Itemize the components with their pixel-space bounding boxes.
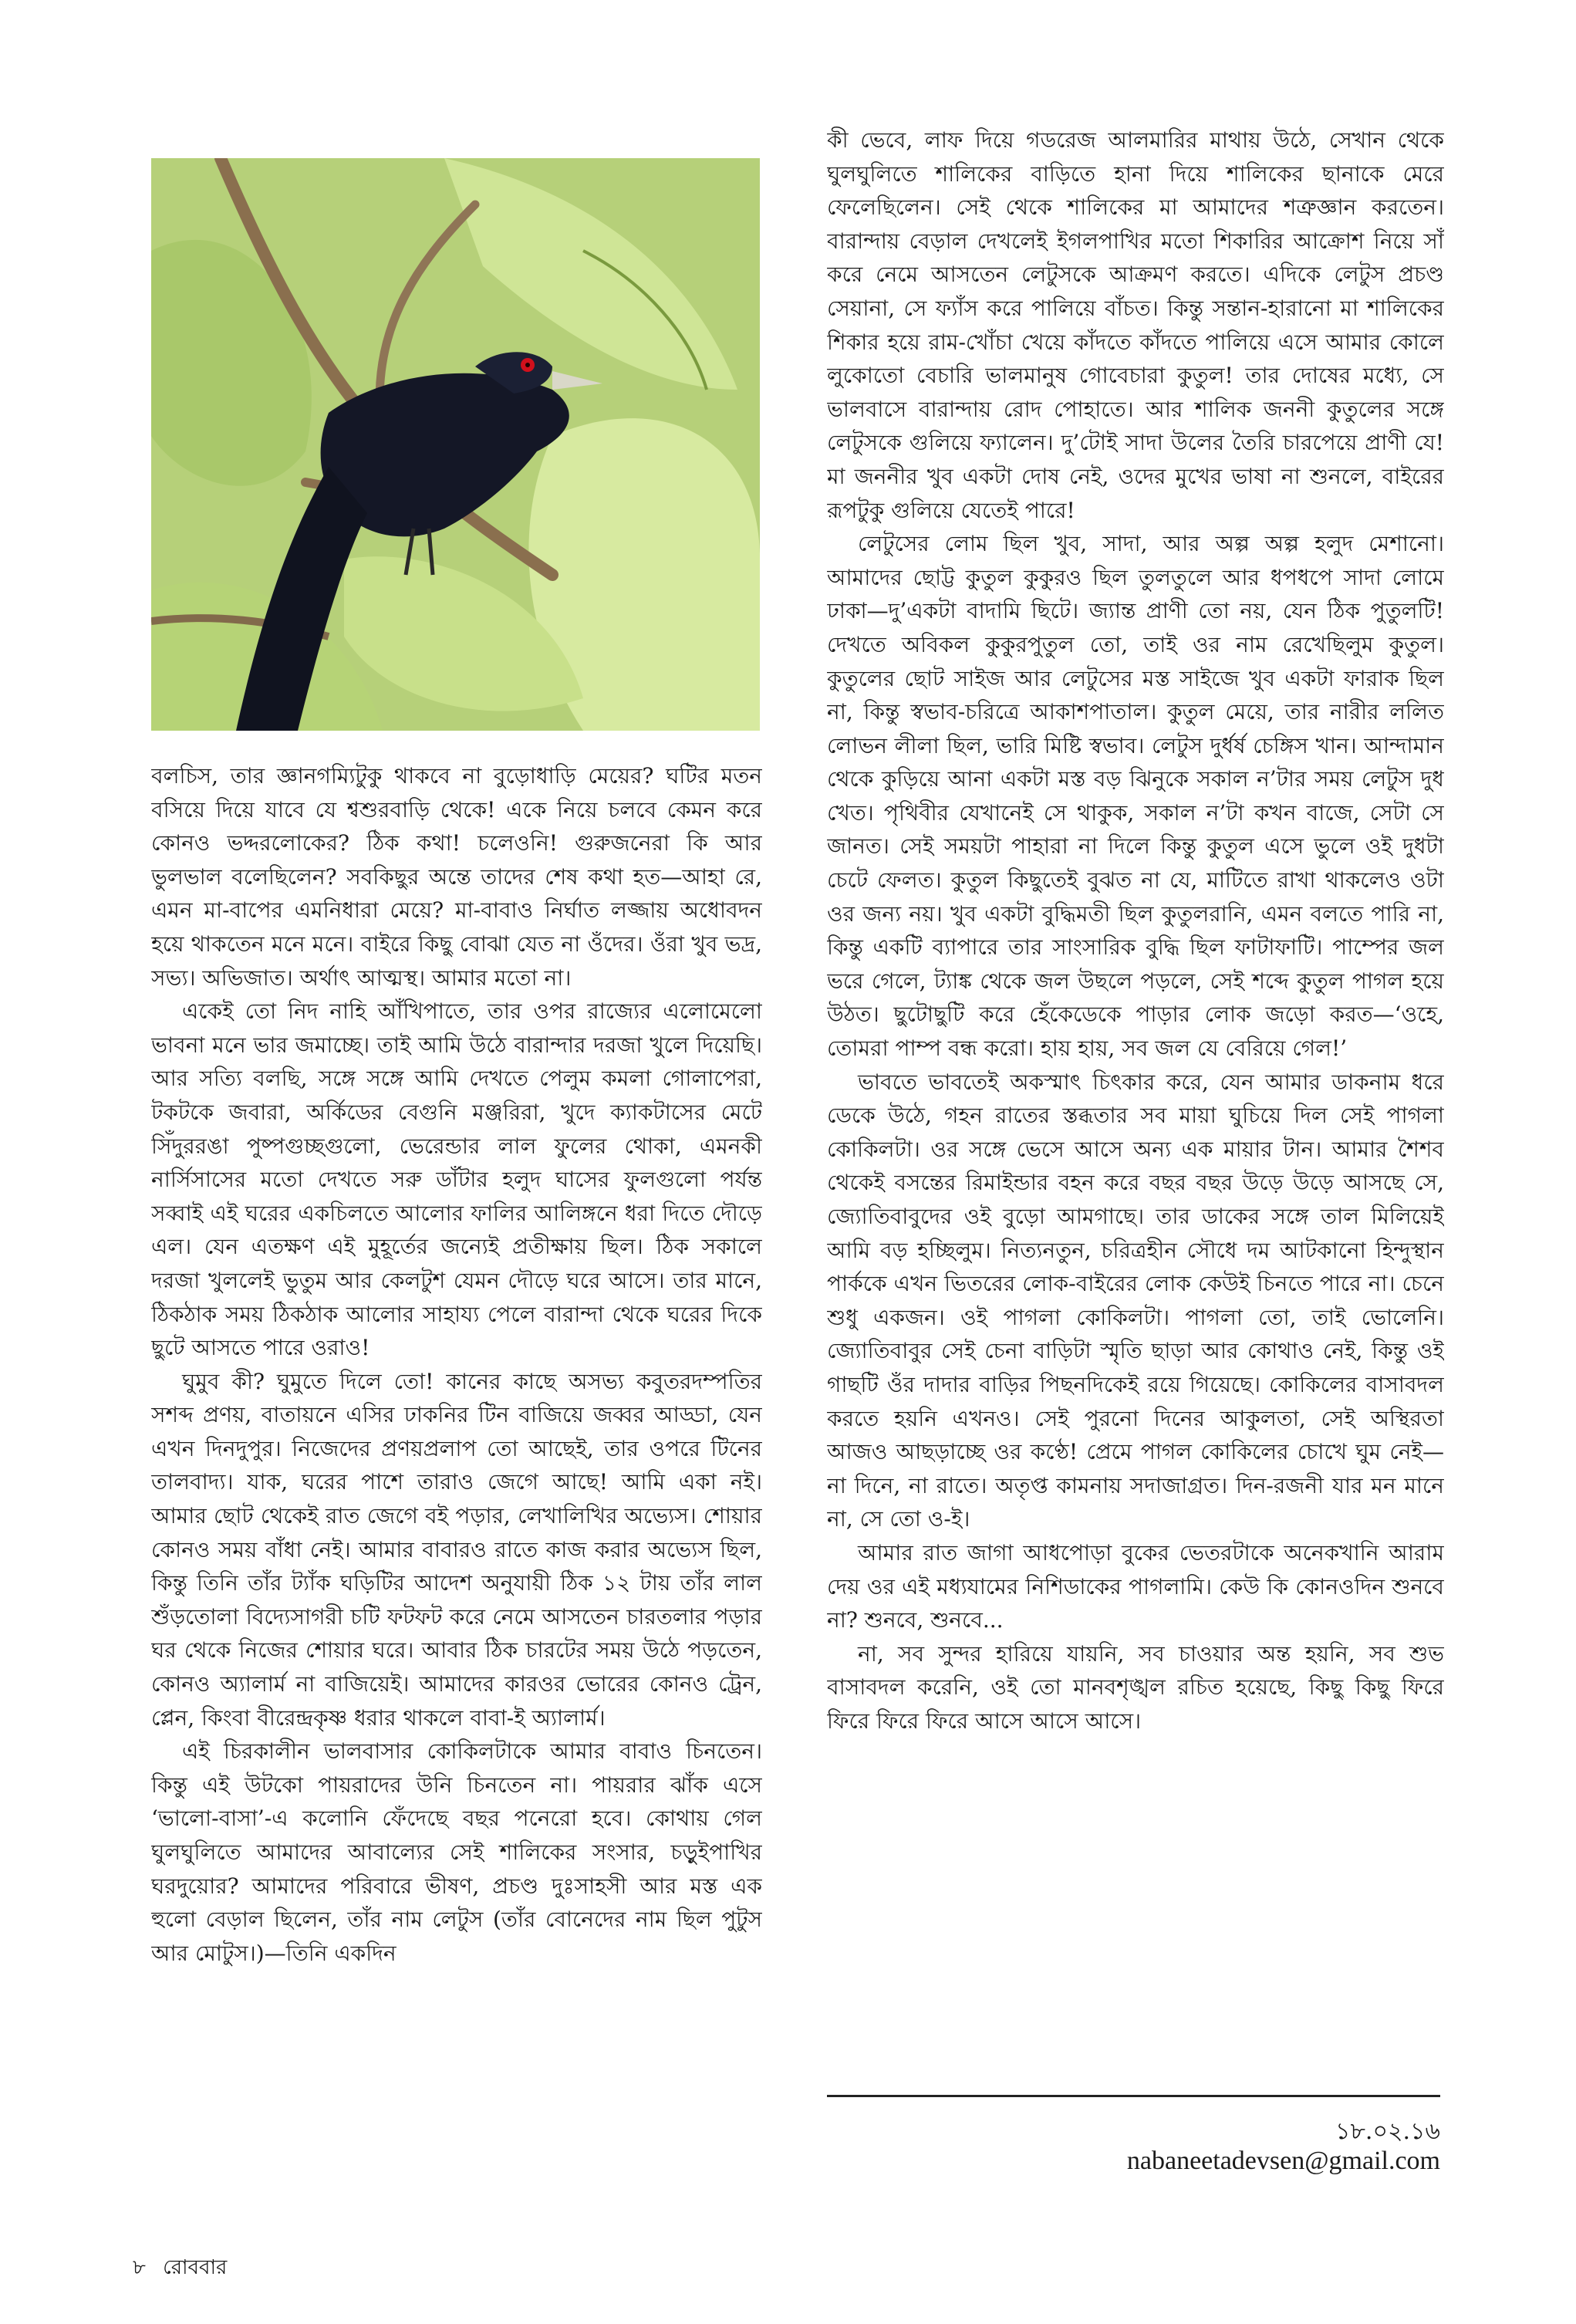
article-date: ১৮.০২.১৬ bbox=[1335, 2118, 1440, 2145]
article-right-column bbox=[827, 123, 1444, 2065]
koel-bird-illustration bbox=[151, 158, 760, 731]
article-paragraph: আমার রাত জাগা আধপোড়া বুকের ভেতরটাকে অনেকখানি আরাম দেয় ওর এই মধ্যযামের নিশিডাকের পাগলামি। কেউ কি কোনওদিন শুনবে না? শুনবে, শুনবে... bbox=[827, 1539, 1444, 1633]
page-number: ৮ bbox=[133, 2256, 146, 2279]
article-paragraph: বলচিস, তার জ্ঞানগম্যিটুকু থাকবে না বুড়োধাড়ি মেয়ের? ঘটির মতন বসিয়ে দিয়ে যাবে যে শ্বশুরবাড়ি থেকে! একে নিয়ে চলবে কেমন করে কোনও ভদ্দরলোকের? ঠিক কথা! চলেওনি! গুরুজনেরা কি আর ভুলভাল বলেছিলেন? সবকিছুর অন্তে তাদের শেষ কথা হত—আহা রে, এমন মা-বাপের এমনিধারা মেয়ে? মা-বাবাও নির্ঘাত লজ্জায় অধোবদন হয়ে থাকতেন মনে মনে। বাইরে কিছু বোঝা যেত না ওঁদের। ওঁরা খুব ভদ্র, সভ্য। অভিজাত। অর্থাৎ আত্মস্থ। আমার মতো না। bbox=[151, 763, 762, 991]
article-paragraph: ঘুমুব কী? ঘুমুতে দিলে তো! কানের কাছে অসভ্য কবুতরদম্পতির সশব্দ প্রণয়, বাতায়নে এসির ঢাকনির টিন বাজিয়ে জব্বর আড্ডা, যেন এখন দিনদুপুর। নিজেদের প্রণয়প্রলাপ তো আছেই, তার ওপরে টিনের তালবাদ্য। যাক, ঘরের পাশে তারাও জেগে আছে! আমি একা নই। আমার ছোট থেকেই রাত জেগে বই পড়ার, লেখালিখির অভ্যেস। শোয়ার কোনও সময় বাঁধা নেই। আমার বাবারও রাতে কাজ করার অভ্যেস ছিল, কিন্তু তিনি তাঁর ট্যাঁক ঘড়িটির আদেশ অনুযায়ী ঠিক ১২ টায় তাঁর লাল শুঁড়তোলা বিদ্যেসাগরী চটি ফটফট করে নেমে আসতেন চারতলার পড়ার ঘর থেকে নিজের শোয়ার ঘরে। আবার ঠিক চারটের সময় উঠে পড়তেন, কোনও অ্যালার্ম না বাজিয়েই। আমাদের কারওর ভোরের কোনও ট্রেন, প্লেন, কিংবা বীরেন্দ্রকৃষ্ণ ধরার থাকলে বাবা-ই অ্যালার্ম। bbox=[151, 1368, 762, 1731]
article-paragraph: লেটুসের লোম ছিল খুব, সাদা, আর অল্প অল্প হলুদ মেশানো। আমাদের ছোট্ট কুতুল কুকুরও ছিল তুলতুলে আর ধপধপে সাদা লোমে ঢাকা—দু’একটা বাদামি ছিটে। জ্যান্ত প্রাণী তো নয়, যেন ঠিক পুতুলটি! দেখতে অবিকল কুকুরপুতুল তো, তাই ওর নাম রেখেছিলুম কুতুল। কুতুলের ছোট সাইজ আর লেটুসের মস্ত সাইজে খুব একটা ফারাক ছিল না, কিন্তু স্বভাব-চরিত্রে আকাশপাতাল। কুতুল মেয়ে, তার নারীর ললিত লোভন লীলা ছিল, ভারি মিষ্টি স্বভাব। লেটুস দুর্ধর্ষ চেঙ্গিস খান। আন্দামান থেকে কুড়িয়ে আনা একটা মস্ত বড় ঝিনুকে সকাল ন’টার সময় লেটুস দুধ খেত। পৃথিবীর যেখানেই সে থাকুক, সকাল ন’টা কখন বাজে, সেটা সে জানত। সেই সময়টা পাহারা না দিলে কিন্তু কুতুল এসে ভুলে ওই দুধটা চেটে ফেলত। কুতুল কিছুতেই বুঝত না যে, মাটিতে রাখা থাকলেও ওটা ওর জন্য নয়। খুব একটা বুদ্ধিমতী ছিল কুতুলরানি, এমন বলতে পারি না, কিন্তু একটি ব্যাপারে তার সাংসারিক বুদ্ধি ছিল ফাটাফাটি। পাম্পের জল ভরে গেলে, ট্যাঙ্ক থেকে জল উছলে পড়লে, সেই শব্দে কুতুল পাগল হয়ে উঠত। ছুটোছুটি করে হেঁকেডেকে পাড়ার লোক জড়ো করত—‘ওহে, তোমরা পাম্প বন্ধ করো। হায় হায়, সব জল যে বেরিয়ে গেল!’ bbox=[827, 531, 1444, 1062]
article-paragraph: ভাবতে ভাবতেই অকস্মাৎ চিৎকার করে, যেন আমার ডাকনাম ধরে ডেকে উঠে, গহন রাতের স্তব্ধতার সব মায়া ঘুচিয়ে দিল সেই পাগলা কোকিলটা। ওর সঙ্গে ভেসে আসে অন্য এক মায়ার টান। আমার শৈশব থেকেই বসন্তের রিমাইন্ডার বহন করে বছর বছর উড়ে উড়ে আসছে সে, জ্যোতিবাবুদের ওই বুড়ো আমগাছে। তার ডাকের সঙ্গে তাল মিলিয়েই আমি বড় হচ্ছিলুম। নিত্যনতুন, চরিত্রহীন সৌধে দম আটকানো হিন্দুস্থান পার্ককে এখন ভিতরের লোক-বাইরের লোক কেউই চিনতে পারে না। চেনে শুধু একজন। ওই পাগলা কোকিলটা। পাগলা তো, তাই ভোলেনি। জ্যোতিবাবুর সেই চেনা বাড়িটা স্মৃতি ছাড়া আর কোথাও নেই, কিন্তু ওই গাছটি ওঁর দাদার বাড়ির পিছনদিকেই রয়ে গিয়েছে। কোকিলের বাসাবদল করতে হয়নি এখনও। সেই পুরনো দিনের আকুলতা, সেই অস্থিরতা আজও আছড়াচ্ছে ওর কণ্ঠে! প্রেমে পাগল কোকিলের চোখে ঘুম নেই—না দিনে, না রাতে। অতৃপ্ত কামনায় সদাজাগ্রত। দিন-রজনী যার মন মানে না, সে তো ও-ই। bbox=[827, 1069, 1444, 1532]
koel-bird-photo bbox=[151, 158, 760, 731]
author-email-link[interactable]: nabaneetadevsen@gmail.com bbox=[1126, 2147, 1440, 2175]
article-paragraph: একেই তো নিদ নাহি আঁখিপাতে, তার ওপর রাজ্যের এলোমেলো ভাবনা মনে ভার জমাচ্ছে। তাই আমি উঠে বারান্দার দরজা খুলে দিয়েছি। আর সত্যি বলছি, সঙ্গে সঙ্গে আমি দেখতে পেলুম কমলা গোলাপেরা, টকটকে জবারা, অর্কিডের বেগুনি মঞ্জরিরা, খুদে ক্যাকটাসের মেটে সিঁদুররঙা পুষ্পগুচ্ছগুলো, ভেরেন্ডার লাল ফুলের থোকা, এমনকী নার্সিসাসের মতো দেখতে সরু ডাঁটার হলুদ ঘাসের ফুলগুলো পর্যন্ত সব্বাই এই ঘরের একচিলতে আলোর ফালির আলিঙ্গনে ধরা দিতে দৌড়ে এল। যেন এতক্ষণ এই মুহূর্তের জন্যেই প্রতীক্ষায় ছিল। ঠিক সকালে দরজা খুললেই ভুতুম আর কেলটুশ যেমন দৌড়ে ঘরে আসে। তার মানে, ঠিকঠাক সময় ঠিকঠাক আলোর সাহায্য পেলে বারান্দা থেকে ঘরের দিকে ছুটে আসতে পারে ওরাও! bbox=[151, 998, 762, 1361]
article-paragraph: না, সব সুন্দর হারিয়ে যায়নি, সব চাওয়ার অন্ত হয়নি, সব শুভ বাসাবদল করেনি, ওই তো মানবশৃঙ্খল রচিত হয়েছে, কিছু কিছু ফিরে ফিরে ফিরে ফিরে আসে আসে আসে। bbox=[827, 1640, 1444, 1734]
article-paragraph: কী ভেবে, লাফ দিয়ে গডরেজ আলমারির মাথায় উঠে, সেখান থেকে ঘুলঘুলিতে শালিকের বাড়িতে হানা দিয়ে শালিকের ছানাকে মেরে ফেলেছিলেন। সেই থেকে শালিকের মা আমাদের শত্রুজ্ঞান করতেন। বারান্দায় বেড়াল দেখলেই ইগলপাখির মতো শিকারির আক্রোশ নিয়ে সাঁ করে নেমে আসতেন লেটুসকে আক্রমণ করতে। এদিকে লেটুস প্রচণ্ড সেয়ানা, সে ফ্যাঁস করে পালিয়ে বাঁচত। কিন্তু সন্তান-হারানো মা শালিকের শিকার হয়ে রাম-খোঁচা খেয়ে কাঁদতে কাঁদতে পালিয়ে এসে আমার কোলে লুকোতো বেচারি ভালমানুষ গোবেচারা কুতুল! তার দোষের মধ্যে, সে ভালবাসে বারান্দায় রোদ পোহাতে। আর শালিক জননী কুতুলের সঙ্গে লেটুসকে গুলিয়ে ফ্যালেন। দু’টোই সাদা উলের তৈরি চারপেয়ে প্রাণী যে! মা জননীর খুব একটা দোষ নেই, ওদের মুখের ভাষা না শুনলে, বাইরের রূপটুকু গুলিয়ে যেতেই পারে! bbox=[827, 127, 1444, 523]
publication-name: রোববার bbox=[163, 2256, 228, 2279]
page-footer bbox=[133, 2251, 238, 2285]
article-left-column bbox=[151, 759, 762, 2171]
article-paragraph: এই চিরকালীন ভালবাসার কোকিলটাকে আমার বাবাও চিনতেন। কিন্তু এই উটকো পায়রাদের উনি চিনতেন না। পায়রার ঝাঁক এসে ‘ভালো-বাসা’-এ কলোনি ফেঁদেছে বছর পনেরো হবে। কোথায় গেল ঘুলঘুলিতে আমাদের আবাল্যের সেই শালিকের সংসার, চড়ুইপাখির ঘরদুয়োর? আমাদের পরিবারে ভীষণ, প্রচণ্ড দুঃসাহসী আর মস্ত এক হুলো বেড়াল ছিলেন, তাঁর নাম লেটুস (তাঁর বোনেদের নাম ছিল পুটুস আর মোটুস।)—তিনি একদিন bbox=[151, 1738, 762, 1966]
end-rule bbox=[827, 2095, 1440, 2097]
